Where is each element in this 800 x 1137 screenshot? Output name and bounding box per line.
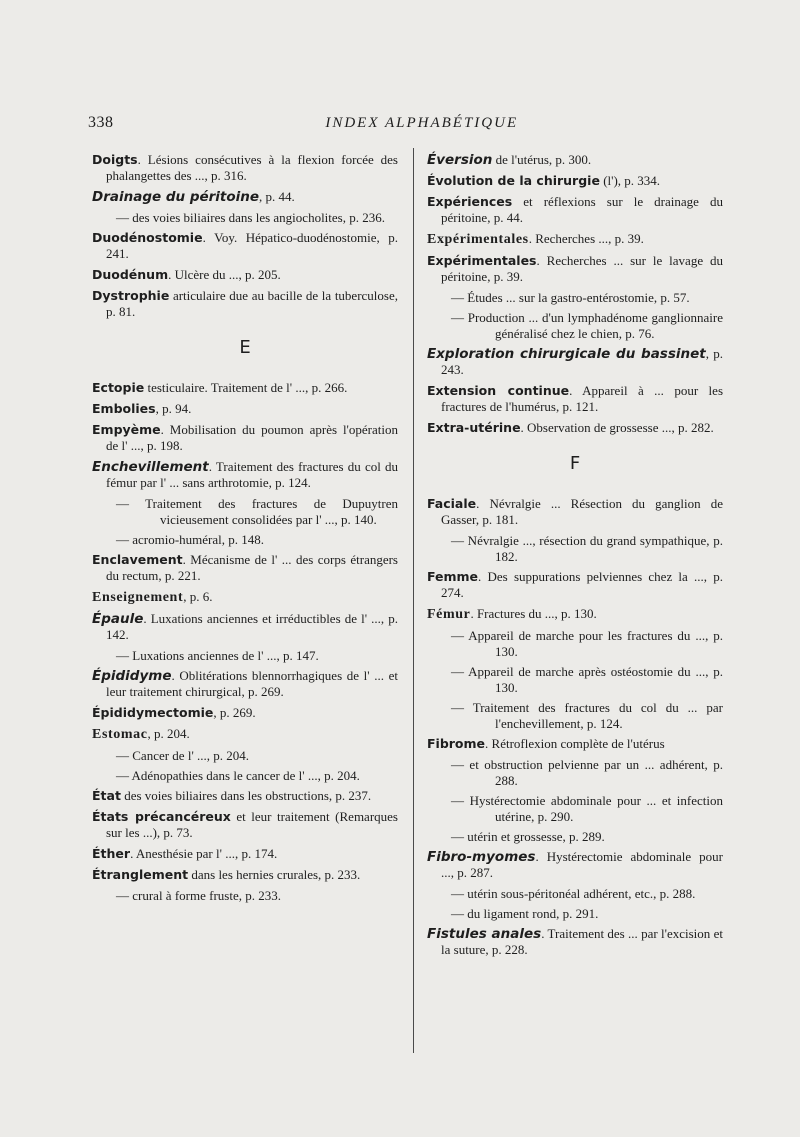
index-entry	[92, 459, 398, 491]
entry-text: , p. 204.	[147, 726, 190, 741]
entry-text: . Rétroflexion complète de l'utérus	[485, 736, 665, 751]
index-entry	[92, 726, 398, 743]
entry-term: Éther	[92, 846, 131, 861]
entry-text: . Lésions consécutives à la flexion forcée des phalangettes des ..., p. 316.	[106, 152, 398, 183]
entry-term: Femme	[427, 569, 479, 584]
index-entry	[92, 230, 398, 262]
page-number: 338	[88, 114, 114, 131]
entry-text: . Observation de grossesse ..., p. 282.	[520, 420, 714, 435]
page-header	[88, 114, 700, 136]
index-subentry: — utérin sous-péritonéal adhérent, etc., p. 288.	[451, 886, 696, 901]
entry-term: Enclavement	[92, 552, 183, 567]
entry-term: Extension continue	[427, 383, 570, 398]
entry-text: . Mobilisation du poumon après l'opération de l' ..., p. 198.	[106, 422, 398, 453]
index-entry	[427, 849, 723, 881]
entry-text: . Des suppurations pelviennes chez la ..., p. 274.	[441, 569, 723, 600]
entry-term: Expérimentales	[427, 253, 537, 268]
index-subentry: — acromio-huméral, p. 148.	[116, 532, 265, 547]
index-subentry: — Appareil de marche pour les fractures du ..., p. 130.	[451, 628, 723, 659]
entry-text: . Traitement des fractures du col du fémur par l' ... sans arthrotomie, p. 124.	[106, 459, 398, 490]
entry-text: dans les hernies crurales, p. 233.	[188, 867, 361, 882]
entry-term: Fibrome	[427, 736, 486, 751]
entry-term: Ectopie	[92, 380, 145, 395]
index-entry	[92, 288, 398, 320]
index-subentry: — et obstruction pelvienne par un ... adhérent, p. 288.	[451, 757, 723, 788]
index-entry	[92, 867, 398, 883]
entry-term: Expériences	[427, 194, 513, 209]
entry-term: Duodénum	[92, 267, 169, 282]
index-entry	[92, 705, 398, 721]
index-entry	[427, 383, 723, 415]
entry-term: Fistules anales	[427, 926, 542, 942]
entry-term: Enseignement	[92, 590, 184, 605]
index-subentry: — Névralgie ..., résection du grand sympathique, p. 182.	[451, 533, 723, 564]
section-letter: F	[569, 453, 581, 474]
index-entry	[92, 422, 398, 454]
entry-text: . Oblitérations blennorrhagiques de l' ... et leur traitement chirurgical, p. 269.	[106, 668, 398, 699]
entry-term: Estomac	[92, 727, 148, 742]
index-entry	[92, 267, 398, 283]
index-entry	[427, 736, 723, 752]
entry-text: . Anesthésie par l' ..., p. 174.	[130, 846, 278, 861]
entry-text: . Appareil à ... pour les fractures de l'humérus, p. 121.	[441, 383, 723, 414]
entry-text: de l'utérus, p. 300.	[492, 152, 592, 167]
index-subentry: — Traitement des fractures de Dupuytren vicieusement consolidées par l' ..., p. 140.	[116, 496, 398, 527]
index-subentry: — utérin et grossesse, p. 289.	[451, 829, 605, 844]
entry-term: Étranglement	[92, 867, 189, 882]
index-subentry: — des voies biliaires dans les angiocholites, p. 236.	[116, 210, 385, 225]
entry-text: et réflexions sur le drainage du péritoine, p. 44.	[441, 194, 723, 225]
index-entry	[92, 552, 398, 584]
entry-term: État	[92, 788, 121, 803]
entry-term: Évolution de la chirurgie	[427, 173, 600, 188]
index-entry	[427, 194, 723, 226]
entry-term: Empyème	[92, 422, 161, 437]
entry-text: articulaire due au bacille de la tuberculose, p. 81.	[106, 288, 398, 319]
entry-text: . Ulcère du ..., p. 205.	[168, 267, 281, 282]
index-subentry: — Études ... sur la gastro-entérostomie, p. 57.	[451, 290, 690, 305]
index-entry	[92, 846, 398, 862]
index-subentry: — Cancer de l' ..., p. 204.	[116, 748, 250, 763]
entry-text: , p. 6.	[183, 589, 213, 604]
entry-text: , p. 44.	[259, 189, 295, 204]
entry-term: Doigts	[92, 152, 138, 167]
index-entry	[92, 788, 398, 804]
index-subentry: — Production ... d'un lymphadénome ganglionnaire généralisé chez le chien, p. 76.	[451, 310, 723, 341]
index-entry	[427, 926, 723, 958]
index-entry	[92, 809, 398, 841]
left-column	[92, 152, 398, 908]
entry-text: . Névralgie ... Résection du ganglion de Gasser, p. 181.	[441, 496, 723, 527]
entry-text: , p. 269.	[213, 705, 256, 720]
entry-term: Embolies	[92, 401, 156, 416]
entry-text: . Traitement des ... par l'excision et la suture, p. 228.	[441, 926, 723, 957]
index-entry	[427, 496, 723, 528]
index-subentry: — Adénopathies dans le cancer de l' ..., p. 204.	[116, 768, 360, 783]
entry-term: Enchevillement	[92, 459, 209, 475]
index-subentry: — crural à forme fruste, p. 233.	[116, 888, 281, 903]
entry-term: Expérimentales	[427, 232, 529, 247]
index-entry	[427, 231, 723, 248]
entry-text: . Luxations anciennes et irréductibles de l' ..., p. 142.	[106, 611, 398, 642]
index-entry	[92, 380, 398, 396]
index-entry	[427, 253, 723, 285]
entry-term: Épididymectomie	[92, 705, 214, 720]
right-column	[427, 152, 723, 963]
entry-text: et leur traitement (Remarques sur les ...), p. 73.	[106, 809, 398, 840]
index-entry	[92, 668, 398, 700]
entry-term: États précancéreux	[92, 809, 231, 824]
index-subentry: — du ligament rond, p. 291.	[451, 906, 599, 921]
entry-text: . Recherches ... sur le lavage du péritoine, p. 39.	[441, 253, 723, 284]
section-letter: E	[239, 337, 251, 358]
index-entry	[427, 606, 723, 623]
entry-term: Épaule	[92, 611, 144, 627]
entry-text: (l'), p. 334.	[599, 173, 661, 188]
index-entry	[427, 173, 723, 189]
index-entry	[92, 401, 398, 417]
entry-text: . Recherches ..., p. 39.	[528, 231, 644, 246]
index-subentry: — Hystérectomie abdominale pour ... et infection utérine, p. 290.	[451, 793, 723, 824]
entry-term: Fibro-myomes	[427, 849, 536, 865]
entry-text: . Voy. Hépatico-duodénostomie, p. 241.	[106, 230, 398, 261]
entry-term: Drainage du péritoine	[92, 189, 260, 205]
entry-text: des voies biliaires dans les obstructions, p. 237.	[120, 788, 372, 803]
entry-term: Exploration chirurgicale du bassinet	[427, 346, 706, 362]
entry-text: , p. 243.	[441, 346, 724, 377]
entry-text: . Fractures du ..., p. 130.	[470, 606, 597, 621]
entry-text: testiculaire. Traitement de l' ..., p. 266.	[144, 380, 348, 395]
entry-text: . Mécanisme de l' ... des corps étrangers du rectum, p. 221.	[106, 552, 398, 583]
entry-term: Faciale	[427, 496, 477, 511]
entry-term: Épididyme	[92, 668, 172, 684]
index-entry	[427, 152, 723, 168]
index-subentry: — Traitement des fractures du col du ... par l'enchevillement, p. 124.	[451, 700, 723, 731]
index-entry	[92, 152, 398, 184]
index-entry	[92, 589, 398, 606]
index-entry	[427, 569, 723, 601]
entry-term: Duodénostomie	[92, 230, 203, 245]
index-entry	[92, 611, 398, 643]
entry-text: , p. 94.	[155, 401, 192, 416]
index-entry	[427, 346, 723, 378]
index-subentry: — Luxations anciennes de l' ..., p. 147.	[116, 648, 319, 663]
entry-term: Extra-utérine	[427, 420, 521, 435]
entry-term: Éversion	[427, 152, 493, 168]
running-title: INDEX ALPHABÉTIQUE	[325, 115, 519, 131]
index-subentry: — Appareil de marche après ostéostomie du ..., p. 130.	[451, 664, 723, 695]
entry-text: . Hystérectomie abdominale pour ..., p. 287.	[441, 849, 723, 880]
index-entry	[427, 420, 723, 436]
column-divider	[413, 148, 414, 1053]
index-entry	[92, 189, 398, 205]
entry-term: Dystrophie	[92, 288, 170, 303]
entry-term: Fémur	[427, 607, 471, 622]
